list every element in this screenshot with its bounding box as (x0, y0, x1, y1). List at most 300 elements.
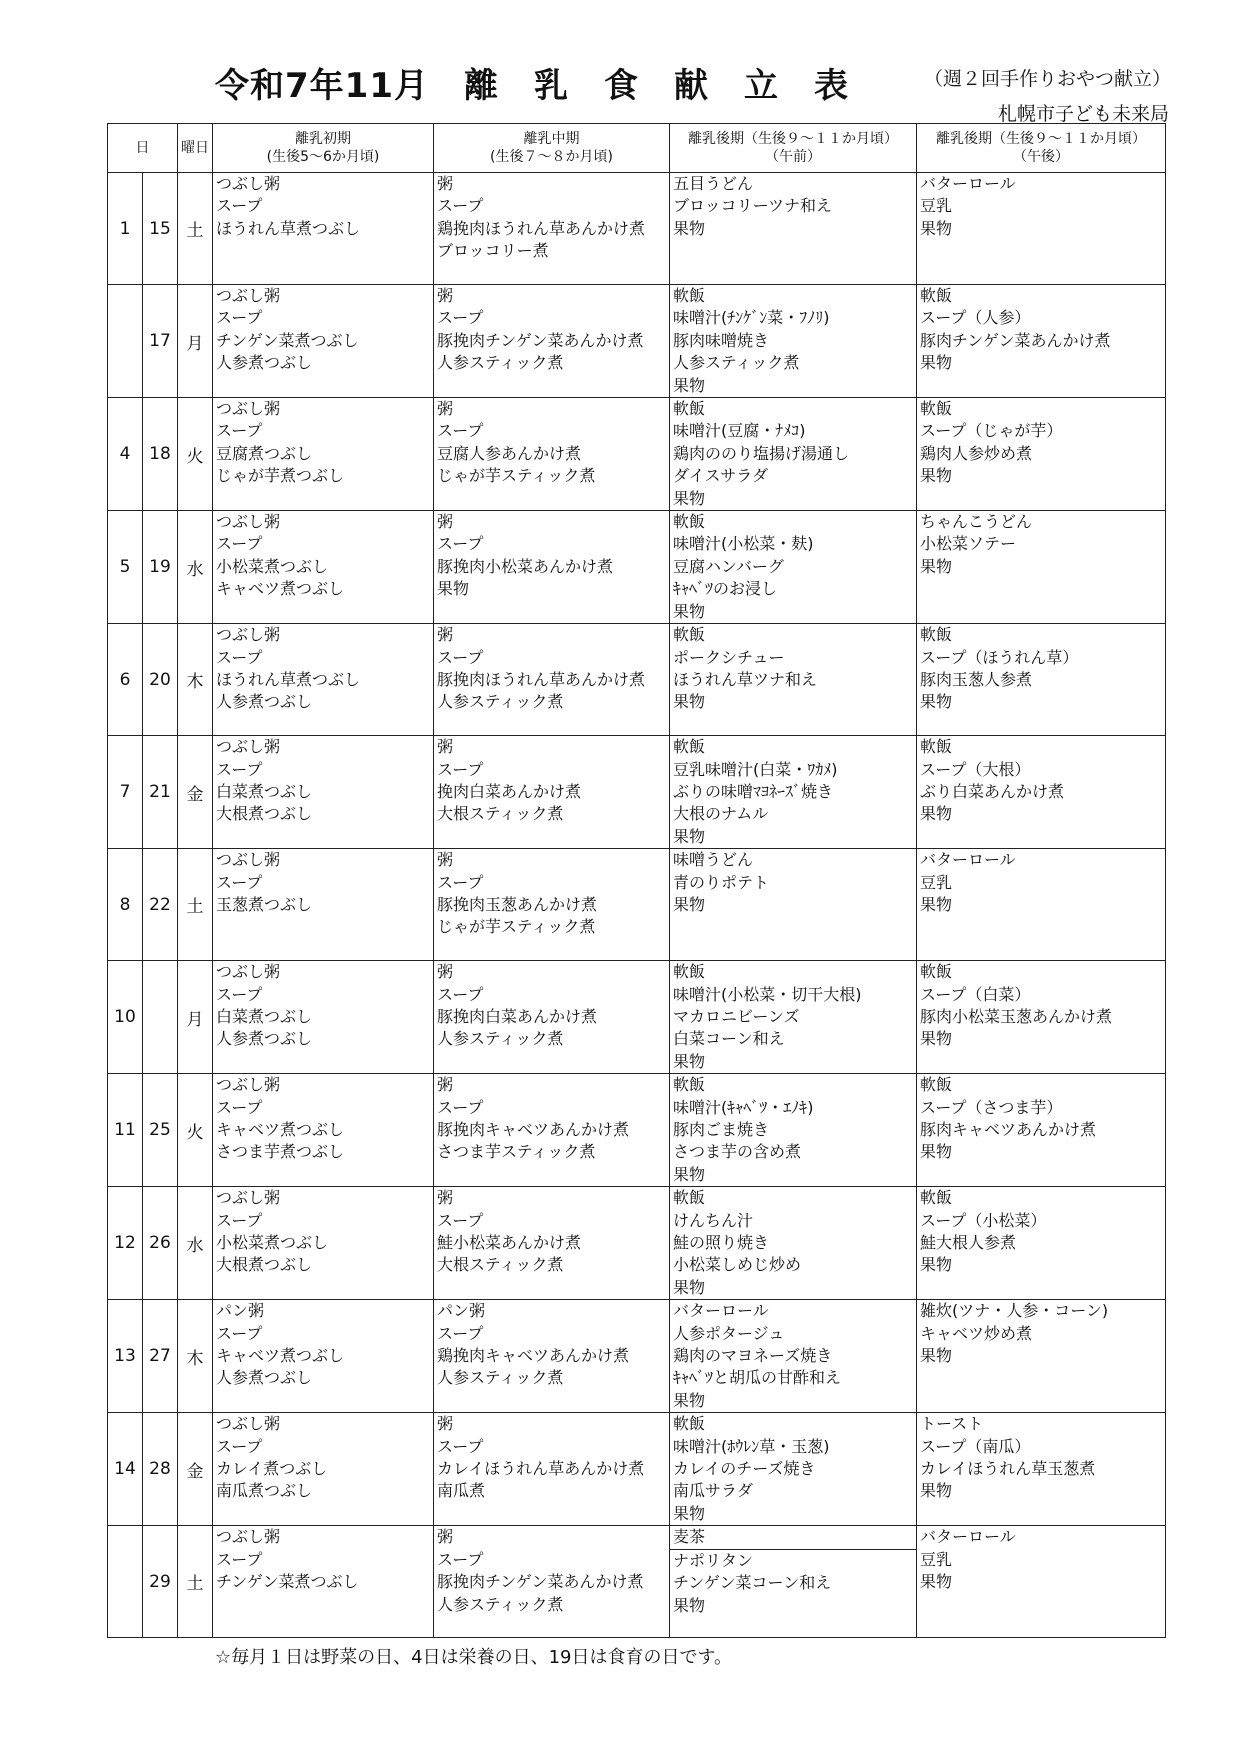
menu-item: 軟飯 (673, 399, 706, 419)
menu-item: トースト (920, 1414, 984, 1434)
menu-item: 果物 (673, 894, 706, 914)
menu-item: スープ (437, 759, 484, 779)
menu-item: 味噌汁(ｷｬﾍﾞﾂ・ｴﾉｷ) (673, 1097, 814, 1117)
menu-item: 小松菜煮つぶし (216, 556, 329, 576)
header-early (213, 124, 434, 173)
menu-item: 果物 (673, 1277, 706, 1297)
menu-item: 果物 (673, 375, 706, 395)
row-number: 4 (108, 398, 143, 511)
menu-item: 果物 (920, 1142, 953, 1162)
menu-item: 粥 (437, 625, 454, 645)
subtitle: （週２回手作りおやつ献立） (924, 68, 1172, 90)
menu-cell-middle (434, 1187, 670, 1300)
menu-item: つぶし粥 (216, 174, 281, 193)
menu-item: 粥 (437, 286, 454, 305)
row-weekday: 水 (178, 1187, 213, 1300)
menu-item: つぶし粥 (216, 1075, 281, 1095)
menu-item: 粥 (437, 1527, 454, 1547)
menu-item: 粥 (437, 1188, 454, 1208)
row-number: 10 (108, 961, 143, 1074)
menu-item: 果物 (920, 894, 953, 914)
row-date: 21 (143, 736, 178, 849)
row-date: 18 (143, 398, 178, 511)
menu-item: スープ (437, 1436, 484, 1456)
menu-item: 豚挽肉チンゲン菜あんかけ煮 (437, 330, 644, 350)
menu-item: スープ (437, 647, 484, 667)
menu-cell-late-pm (917, 961, 1166, 1074)
row-weekday: 火 (178, 398, 213, 511)
menu-cell-late-am (670, 285, 917, 398)
menu-item: 粥 (437, 174, 454, 193)
table-row (108, 736, 1166, 849)
menu-item: 南瓜サラダ (673, 1481, 753, 1501)
menu-cell-late-pm (917, 1413, 1166, 1526)
header-day: 日 (108, 124, 178, 173)
menu-item: スープ (216, 421, 263, 441)
menu-item: 人参煮つぶし (216, 353, 313, 373)
row-number: 13 (108, 1300, 143, 1413)
row-number: 8 (108, 849, 143, 961)
menu-item: 南瓜煮 (437, 1481, 486, 1501)
menu-item: マカロニビーンズ (673, 1006, 800, 1026)
organization: 札幌市子ども未来局 (997, 103, 1169, 125)
menu-cell-late-am (670, 398, 917, 511)
menu-item: カレイほうれん草あんかけ煮 (437, 1459, 645, 1479)
menu-cell-late-pm (917, 1074, 1166, 1187)
menu-cell-early (213, 849, 434, 961)
menu-item: スープ (437, 308, 484, 328)
menu-item: 麦茶 (670, 1526, 916, 1549)
table-row (108, 511, 1166, 624)
menu-item: キャベツ炒め煮 (920, 1323, 1033, 1343)
menu-item: 豆腐人参あんかけ煮 (437, 443, 582, 463)
row-date: 22 (143, 849, 178, 961)
menu-item: 白菜コーン和え (673, 1029, 785, 1049)
menu-item: 人参スティック煮 (673, 353, 800, 373)
footer-note: ☆毎月１日は野菜の日、4日は栄養の日、19日は食育の日です。 (215, 1647, 733, 1668)
menu-item: 軟飯 (920, 399, 953, 419)
menu-item: 豚肉チンゲン菜あんかけ煮 (920, 330, 1111, 350)
row-weekday: 土 (178, 173, 213, 285)
menu-cell-late-am (670, 849, 917, 961)
header-middle-label: 離乳中期 (523, 131, 580, 147)
menu-item: 粥 (437, 737, 454, 757)
table-row (108, 398, 1166, 511)
menu-item: ほうれん草煮つぶし (216, 669, 361, 689)
menu-item: つぶし粥 (216, 286, 281, 305)
row-weekday: 月 (178, 285, 213, 398)
row-date: 29 (143, 1526, 178, 1638)
menu-item: 豚挽肉ほうれん草あんかけ煮 (437, 669, 646, 689)
menu-item: バターロール (920, 174, 1016, 193)
menu-item: スープ (437, 196, 484, 216)
menu-cell-early (213, 736, 434, 849)
menu-item: ほうれん草煮つぶし (216, 218, 361, 238)
menu-item: 白菜煮つぶし (216, 781, 313, 801)
header-late-pm (917, 124, 1166, 173)
menu-cell-late-pm (917, 849, 1166, 961)
menu-item: スープ (437, 534, 484, 554)
menu-item: スープ (437, 421, 484, 441)
menu-item: キャベツ煮つぶし (216, 1346, 345, 1366)
menu-item: 豚挽肉白菜あんかけ煮 (437, 1006, 598, 1026)
menu-cell-late-pm (917, 511, 1166, 624)
menu-item: 果物 (920, 556, 953, 576)
menu-cell-early (213, 1413, 434, 1526)
menu-item: 軟飯 (673, 1188, 706, 1208)
menu-item: スープ (216, 1549, 263, 1569)
menu-item: カレイ煮つぶし (216, 1459, 328, 1479)
menu-item: スープ (216, 759, 263, 779)
table-row (108, 285, 1166, 398)
menu-item: 果物 (673, 488, 706, 508)
menu-item: 豆腐ハンバーグ (673, 556, 784, 576)
menu-item: 豆乳味噌汁(白菜・ﾜｶﾒ) (673, 759, 838, 779)
row-weekday: 木 (178, 1300, 213, 1413)
header-late-am-label: 離乳後期（生後９～１１か月頃） (688, 131, 898, 147)
row-weekday: 土 (178, 1526, 213, 1638)
menu-item: 果物 (673, 1390, 706, 1410)
menu-item: 大根スティック煮 (437, 1255, 564, 1275)
menu-item: 味噌汁(小松菜・切干大根) (673, 984, 862, 1004)
table-row (108, 849, 1166, 961)
menu-cell-middle (434, 1300, 670, 1413)
menu-cell-early (213, 1187, 434, 1300)
table-row (108, 961, 1166, 1074)
menu-item: 粥 (437, 850, 454, 870)
menu-item: つぶし粥 (216, 962, 281, 982)
table-row (108, 1187, 1166, 1300)
menu-item: スープ (216, 196, 263, 216)
row-date (143, 961, 178, 1074)
menu-cell-late-pm (917, 285, 1166, 398)
menu-item: 鶏肉ののり塩揚げ湯通し (673, 443, 850, 463)
menu-item: 果物 (920, 804, 953, 824)
menu-table (107, 123, 1166, 1638)
menu-item: 鶏肉のマヨネーズ焼き (673, 1346, 833, 1366)
menu-item: ダイスサラダ (673, 466, 769, 486)
menu-item: 味噌汁(ﾁﾝｹﾞﾝ菜・ﾌﾉﾘ) (673, 308, 830, 328)
menu-item: バターロール (920, 850, 1016, 870)
menu-item: 南瓜煮つぶし (216, 1481, 313, 1501)
menu-item: スープ (216, 872, 263, 892)
menu-cell-middle (434, 511, 670, 624)
menu-cell-late-am (670, 1413, 917, 1526)
menu-item: 小松菜しめじ炒め (673, 1255, 802, 1275)
menu-item: スープ (216, 1097, 263, 1117)
menu-item: 大根煮つぶし (216, 1255, 313, 1275)
menu-item: 軟飯 (673, 625, 706, 645)
menu-item: チンゲン菜コーン和え (673, 1573, 832, 1593)
row-weekday: 木 (178, 624, 213, 736)
menu-item: 果物 (920, 466, 953, 486)
menu-item: 果物 (673, 601, 706, 621)
menu-item: 豚挽肉玉葱あんかけ煮 (437, 894, 598, 914)
menu-item: 軟飯 (920, 1188, 953, 1208)
menu-item: 人参スティック煮 (437, 692, 564, 712)
menu-item: 豚肉味噌焼き (673, 330, 770, 350)
row-date: 19 (143, 511, 178, 624)
menu-item: 豚肉小松菜玉葱あんかけ煮 (920, 1006, 1113, 1026)
menu-cell-middle (434, 285, 670, 398)
menu-cell-early (213, 173, 434, 285)
menu-item: カレイほうれん草玉葱煮 (920, 1459, 1096, 1479)
menu-item: 軟飯 (673, 1075, 706, 1095)
menu-item: ナポリタン (673, 1550, 754, 1570)
menu-item: 果物 (437, 579, 470, 599)
menu-cell-early (213, 1074, 434, 1187)
menu-item: 人参スティック煮 (437, 1029, 564, 1049)
menu-item: じゃが芋スティック煮 (437, 917, 596, 937)
row-date: 20 (143, 624, 178, 736)
menu-cell-late-am (670, 1526, 917, 1638)
row-number: 7 (108, 736, 143, 849)
menu-item: 果物 (673, 1164, 706, 1184)
menu-cell-early (213, 961, 434, 1074)
menu-item: 軟飯 (673, 1414, 706, 1434)
menu-item: 玉葱煮つぶし (216, 894, 313, 914)
row-number (108, 285, 143, 398)
menu-item: 青のりポテト (673, 872, 770, 892)
menu-item: スープ (437, 984, 484, 1004)
menu-item: 粥 (437, 1075, 454, 1095)
row-date: 25 (143, 1074, 178, 1187)
menu-cell-middle (434, 1526, 670, 1638)
table-row (108, 1300, 1166, 1413)
menu-item: 豆乳 (920, 872, 953, 892)
menu-item: スープ（さつま芋） (920, 1097, 1063, 1117)
menu-cell-early (213, 398, 434, 511)
menu-cell-late-pm (917, 736, 1166, 849)
menu-item: つぶし粥 (216, 1188, 281, 1208)
table-row (108, 1413, 1166, 1526)
header-early-label: 離乳初期 (295, 131, 351, 147)
menu-cell-late-am (670, 1074, 917, 1187)
menu-item: スープ（じゃが芋） (920, 421, 1063, 441)
menu-item: 鮭大根人参煮 (920, 1233, 1017, 1252)
menu-item: スープ (216, 1323, 263, 1343)
menu-item: 小松菜ソテー (920, 534, 1017, 554)
menu-item: つぶし粥 (216, 512, 281, 532)
menu-item: スープ (437, 1549, 484, 1569)
menu-item: 鶏肉人参炒め煮 (920, 443, 1033, 463)
table-row (108, 173, 1166, 285)
menu-item: 粥 (437, 1414, 454, 1434)
menu-item: スープ (437, 1210, 484, 1230)
menu-item: 人参ポタージュ (673, 1323, 785, 1343)
menu-item: じゃが芋煮つぶし (216, 466, 345, 486)
row-weekday: 火 (178, 1074, 213, 1187)
menu-cell-late-pm (917, 1526, 1166, 1638)
menu-item: 大根のナムル (673, 804, 769, 824)
menu-item: 果物 (673, 1595, 706, 1615)
menu-cell-early (213, 1526, 434, 1638)
menu-item: 味噌汁(豆腐・ﾅﾒｺ) (673, 421, 806, 441)
menu-item: 豚挽肉キャベツあんかけ煮 (437, 1119, 630, 1139)
menu-item: 果物 (920, 1029, 953, 1049)
menu-item: スープ (216, 308, 263, 328)
menu-item: 軟飯 (920, 962, 953, 982)
menu-item: 小松菜煮つぶし (216, 1233, 329, 1252)
row-weekday: 金 (178, 736, 213, 849)
menu-item: ブロッコリーツナ和え (673, 196, 833, 216)
menu-item: 大根スティック煮 (437, 804, 564, 824)
menu-item: 味噌うどん (673, 850, 754, 870)
menu-item: さつま芋スティック煮 (437, 1142, 596, 1162)
menu-item: スープ（白菜） (920, 984, 1031, 1004)
menu-item: バターロール (920, 1527, 1016, 1547)
menu-cell-early (213, 285, 434, 398)
menu-item: 鶏挽肉キャベツあんかけ煮 (437, 1346, 630, 1366)
menu-item: 人参スティック煮 (437, 1594, 564, 1614)
menu-item: 鶏挽肉ほうれん草あんかけ煮 (437, 218, 646, 238)
menu-cell-late-am (670, 1300, 917, 1413)
menu-item: ぶり白菜あんかけ煮 (920, 781, 1065, 801)
menu-item: ぶりの味噌ﾏﾖﾈｰｽﾞ焼き (673, 781, 834, 801)
menu-item: 豆腐煮つぶし (216, 443, 313, 463)
row-number: 11 (108, 1074, 143, 1187)
row-weekday: 金 (178, 1413, 213, 1526)
menu-item: つぶし粥 (216, 399, 281, 419)
row-number (108, 1526, 143, 1638)
menu-cell-late-am (670, 1187, 917, 1300)
header-middle-age: (生後７～８か月頃) (490, 149, 613, 165)
menu-cell-early (213, 1300, 434, 1413)
menu-item: 果物 (920, 692, 953, 712)
menu-item: 果物 (920, 353, 953, 373)
row-number: 14 (108, 1413, 143, 1526)
menu-item: 軟飯 (673, 512, 706, 532)
row-weekday: 水 (178, 511, 213, 624)
menu-item: 豚肉玉葱人参煮 (920, 669, 1033, 689)
row-date: 15 (143, 173, 178, 285)
menu-cell-late-am (670, 511, 917, 624)
menu-item: スープ（大根） (920, 759, 1031, 779)
menu-item: 果物 (920, 218, 953, 238)
header-weekday: 曜日 (178, 124, 213, 173)
menu-item: ちゃんこうどん (920, 512, 1033, 532)
menu-cell-early (213, 511, 434, 624)
menu-item: 白菜煮つぶし (216, 1006, 313, 1026)
menu-item: 果物 (673, 826, 706, 846)
menu-item: チンゲン菜煮つぶし (216, 1572, 359, 1592)
menu-item: 大根煮つぶし (216, 804, 313, 824)
menu-item: スープ (216, 1210, 263, 1230)
menu-item: スープ（南瓜） (920, 1436, 1031, 1456)
menu-item: さつま芋煮つぶし (216, 1142, 345, 1162)
menu-cell-middle (434, 624, 670, 736)
menu-body (108, 173, 1166, 1638)
menu-item: 人参煮つぶし (216, 1368, 313, 1388)
menu-item: スープ (216, 534, 263, 554)
menu-item: スープ (437, 872, 484, 892)
menu-item: つぶし粥 (216, 737, 281, 757)
menu-item: 軟飯 (673, 962, 706, 982)
menu-item: スープ (216, 647, 263, 667)
menu-cell-early (213, 624, 434, 736)
menu-item: けんちん汁 (673, 1210, 754, 1230)
menu-item: 果物 (920, 1346, 953, 1366)
menu-item: ブロッコリー煮 (437, 241, 549, 261)
menu-item: ポークシチュー (673, 647, 785, 667)
menu-item: 果物 (920, 1572, 953, 1592)
menu-item: 人参スティック煮 (437, 1368, 564, 1388)
row-date: 26 (143, 1187, 178, 1300)
menu-cell-middle (434, 849, 670, 961)
menu-item: 豆乳 (920, 1549, 953, 1569)
menu-item: 粥 (437, 512, 454, 532)
menu-item: パン粥 (216, 1301, 265, 1321)
menu-item: 軟飯 (673, 737, 706, 757)
menu-item: キャベツ煮つぶし (216, 1119, 345, 1139)
menu-item: ｷｬﾍﾞﾂのお浸し (673, 579, 778, 599)
menu-item: 雑炊(ツナ・人参・コーン) (920, 1301, 1109, 1321)
menu-item: 豚挽肉チンゲン菜あんかけ煮 (437, 1572, 644, 1592)
header-late-am (670, 124, 917, 173)
menu-item: キャベツ煮つぶし (216, 579, 345, 599)
menu-item: 果物 (673, 692, 706, 712)
menu-item: 人参スティック煮 (437, 353, 564, 373)
menu-item: 粥 (437, 399, 454, 419)
menu-item: 味噌汁(小松菜・麸) (673, 534, 814, 554)
menu-item: 五目うどん (673, 174, 754, 193)
menu-cell-middle (434, 1413, 670, 1526)
page-title: 令和7年11月 離 乳 食 献 立 表 (215, 66, 849, 106)
menu-item: 豚挽肉小松菜あんかけ煮 (437, 556, 614, 576)
menu-item: パン粥 (437, 1301, 486, 1321)
table-row (108, 1074, 1166, 1187)
menu-item: 人参煮つぶし (216, 692, 313, 712)
menu-item: 果物 (673, 1051, 706, 1071)
row-number: 12 (108, 1187, 143, 1300)
menu-item: じゃが芋スティック煮 (437, 466, 596, 486)
menu-item: ほうれん草ツナ和え (673, 669, 818, 689)
menu-item: 人参煮つぶし (216, 1029, 313, 1049)
menu-cell-late-am (670, 961, 917, 1074)
row-number: 5 (108, 511, 143, 624)
menu-item: スープ (216, 1436, 263, 1456)
menu-item: 軟飯 (673, 286, 706, 305)
header-early-age: (生後5～6か月頃) (266, 149, 380, 165)
menu-item: 鮭小松菜あんかけ煮 (437, 1233, 582, 1252)
menu-cell-middle (434, 1074, 670, 1187)
menu-item: 軟飯 (920, 286, 953, 305)
menu-cell-late-pm (917, 173, 1166, 285)
header-late-pm-time: （午後） (1013, 149, 1069, 165)
menu-cell-late-pm (917, 1187, 1166, 1300)
menu-item: 果物 (920, 1481, 953, 1501)
menu-item: つぶし粥 (216, 625, 281, 645)
menu-cell-late-pm (917, 398, 1166, 511)
menu-item: さつま芋の含め煮 (673, 1142, 802, 1162)
menu-item: 粥 (437, 962, 454, 982)
menu-item: 果物 (673, 1503, 706, 1523)
menu-item: 果物 (920, 1255, 953, 1275)
menu-cell-middle (434, 173, 670, 285)
row-number: 6 (108, 624, 143, 736)
menu-item: 軟飯 (920, 625, 953, 645)
table-row (108, 624, 1166, 736)
header-middle (434, 124, 670, 173)
menu-cell-middle (434, 736, 670, 849)
row-date: 27 (143, 1300, 178, 1413)
header-late-am-time: （午前） (765, 149, 821, 165)
row-weekday: 土 (178, 849, 213, 961)
menu-cell-late-pm (917, 624, 1166, 736)
menu-item: 鮭の照り焼き (673, 1233, 770, 1252)
menu-item: つぶし粥 (216, 1414, 281, 1434)
table-row (108, 1526, 1166, 1638)
